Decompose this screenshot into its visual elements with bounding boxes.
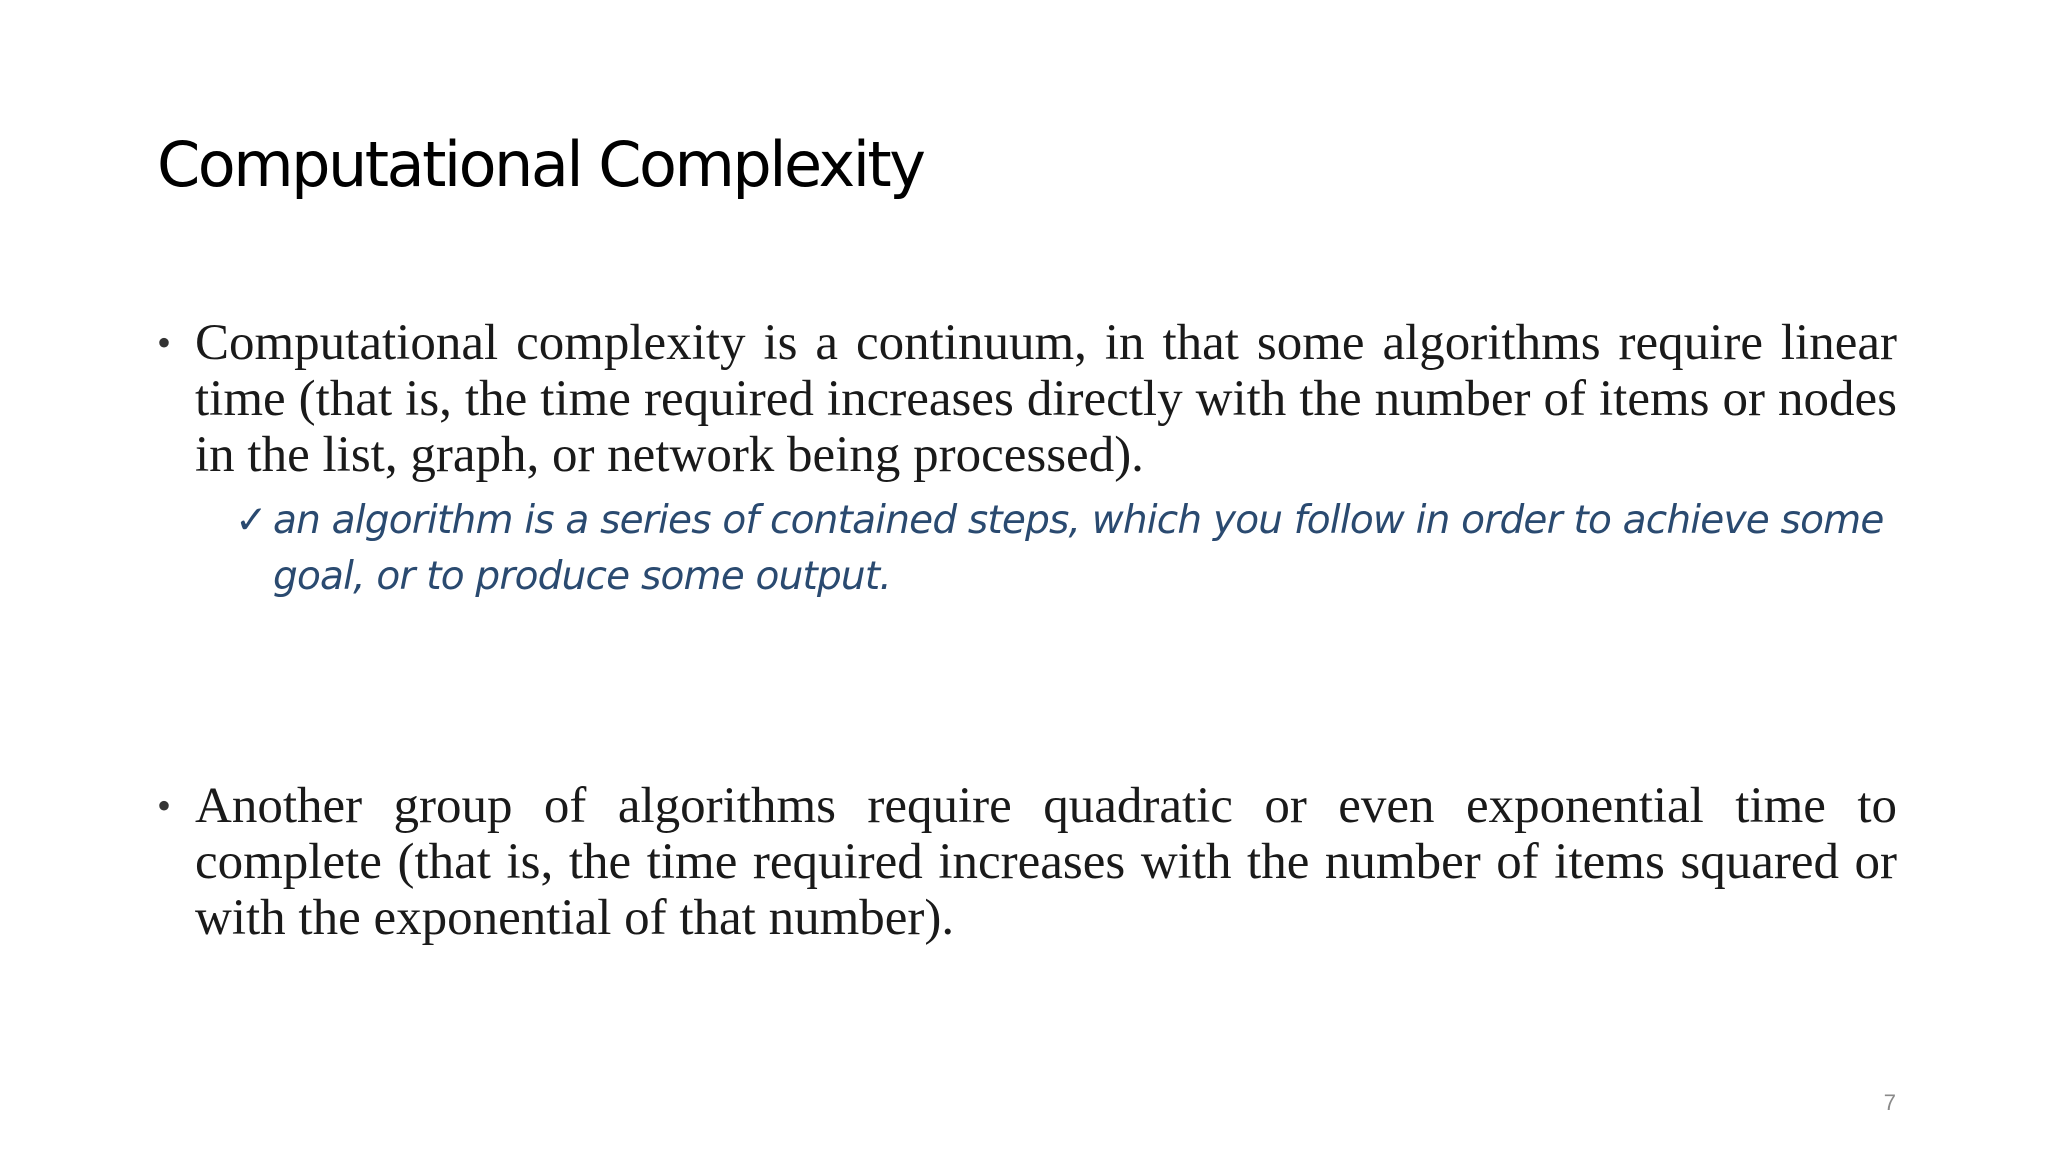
bullet-dot-icon: • (157, 783, 172, 828)
checkmark-icon: ✓ (235, 498, 267, 543)
bullet-text: Another group of algorithms require quadratic or even exponential time to complete (that is, the time required increases with the number of items squared or with the exponential of that number). (195, 778, 1897, 946)
slide-title: Computational Complexity (157, 128, 924, 201)
bullet-dot-icon: • (157, 320, 172, 365)
bullet-item (157, 315, 1897, 483)
sub-bullet-text: an algorithm is a series of contained steps, which you follow in order to achieve some goal, or to produce some output. (273, 498, 1884, 599)
page-number: 7 (1883, 1090, 1896, 1115)
sub-bullet-item (235, 493, 1897, 605)
bullet-text: Computational complexity is a continuum, in that some algorithms require linear time (that is, the time required increases directly with the number of items or nodes in the list, graph, or network being processed). (195, 315, 1897, 483)
bullet-item (157, 778, 1897, 946)
